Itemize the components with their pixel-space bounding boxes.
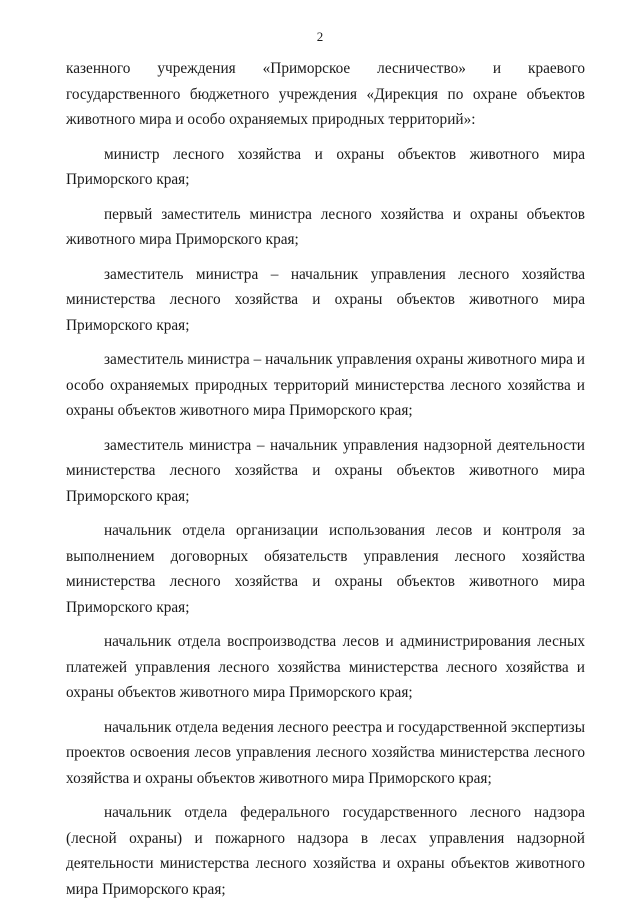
- document-body: [66, 56, 585, 911]
- list-item-head-registry: начальник отдела ведения лесного реестра и государственной экспертизы проектов освоения лесов управления лесного хозяйства министерства лесного хозяйства и охраны объектов животного мира Приморского края;: [66, 718, 585, 787]
- page-number: 2: [316, 29, 324, 44]
- list-item-head-forest-use: начальник отдела организации использования лесов и контроля за выполнением договорных обязательств управления лесного хозяйства министерства лесного хозяйства и охраны объектов животного мира Приморского края;: [66, 522, 585, 616]
- list-item-minister: министр лесного хозяйства и охраны объектов животного мира Приморского края;: [66, 145, 585, 188]
- list-item-deputy-supervision: заместитель министра – начальник управления надзорной деятельности министерства лесного хозяйства и охраны объектов животного мира Приморского края;: [66, 436, 585, 505]
- list-item-deputy-wildlife: заместитель министра – начальник управления охраны животного мира и особо охраняемых природных территорий министерства лесного хозяйства и охраны объектов животного мира Приморского края;: [66, 351, 585, 419]
- list-item-deputy-forestry: заместитель министра – начальник управления лесного хозяйства министерства лесного хозяйства и охраны объектов животного мира Приморского края;: [66, 265, 585, 334]
- list-item-head-federal-supervision: начальник отдела федерального государственного лесного надзора (лесной охраны) и пожарного надзора в лесах управления надзорной деятельности министерства лесного хозяйства и охраны объектов животного мира Приморского края;: [66, 804, 585, 898]
- list-item-head-reproduction: начальник отдела воспроизводства лесов и администрирования лесных платежей управления лесного хозяйства министерства лесного хозяйства и охраны объектов животного мира Приморского края;: [66, 633, 585, 701]
- paragraph-continuation: казенного учреждения «Приморское лесничество» и краевого государственного бюджетного учреждения «Дирекция по охране объектов животного мира и особо охраняемых природных территорий»:: [66, 60, 585, 128]
- list-item-first-deputy: первый заместитель министра лесного хозяйства и охраны объектов животного мира Приморского края;: [66, 205, 585, 248]
